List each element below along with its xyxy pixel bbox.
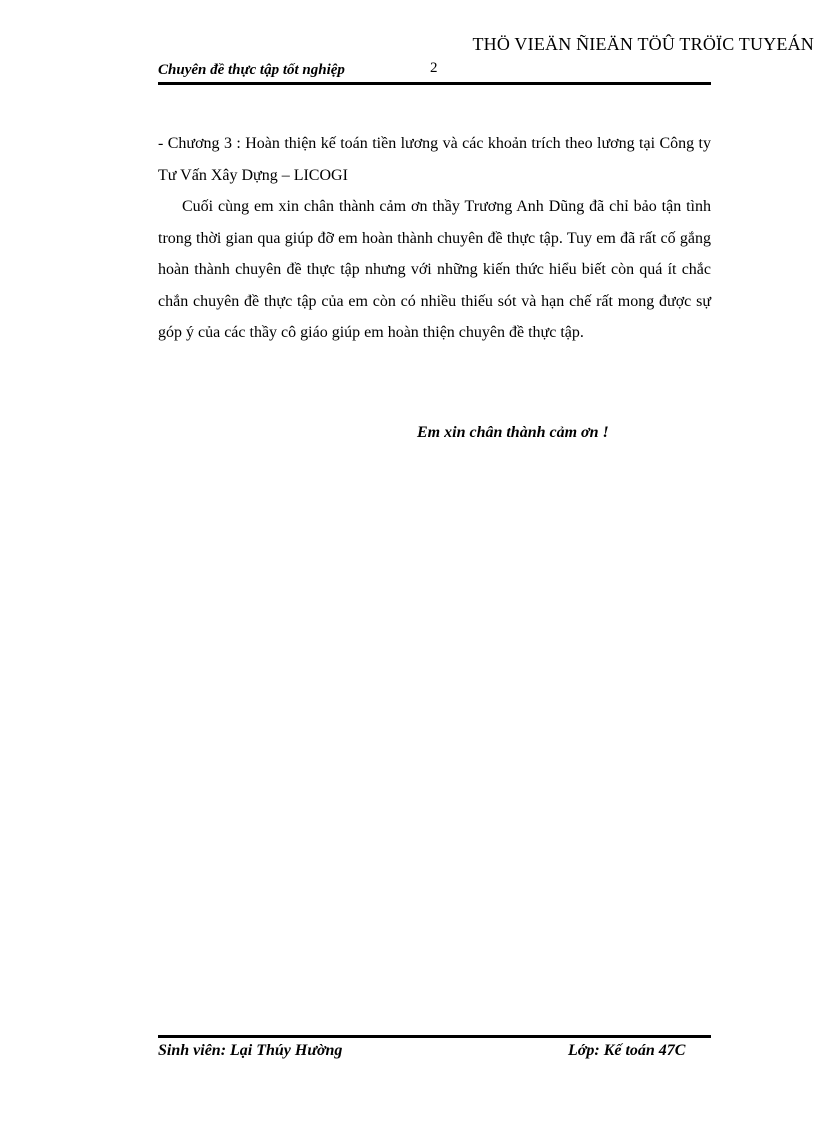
closing-thanks: Em xin chân thành cảm ơn ! [417,424,609,441]
page-number: 2 [430,60,438,76]
header-title: Chuyên đề thực tập tốt nghiệp [158,62,345,78]
chapter-3-paragraph: - Chương 3 : Hoàn thiện kế toán tiền lương và các khoản trích theo lương tại Công ty Tư Vấn Xây Dựng – LICOGI [158,135,711,184]
footer-class-name: Lớp: Kế toán 47C [568,1042,686,1059]
header-rule [158,82,711,85]
watermark-text: THÖ VIEÄN ÑIEÄN TÖÛ TRÖÏC TUYEÁN [472,34,814,54]
document-body [158,128,711,349]
acknowledgement-paragraph: Cuối cùng em xin chân thành cảm ơn thầy Trương Anh Dũng đã chỉ bảo tận tình trong thời gian qua giúp đỡ em hoàn thành chuyên đề thực tập. Tuy em đã rất cố gắng hoàn thành chuyên đề thực tập nhưng với những kiến thức hiểu biết còn quá ít chắc chắn chuyên đề thực tập của em còn có nhiều thiếu sót và hạn chế rất mong được sự góp ý của các thầy cô giáo giúp em hoàn thiện chuyên đề thực tập. [158,198,711,341]
page-header [158,60,711,82]
footer-rule [158,1035,711,1038]
footer-student-name: Sinh viên: Lại Thúy Hường [158,1042,343,1059]
